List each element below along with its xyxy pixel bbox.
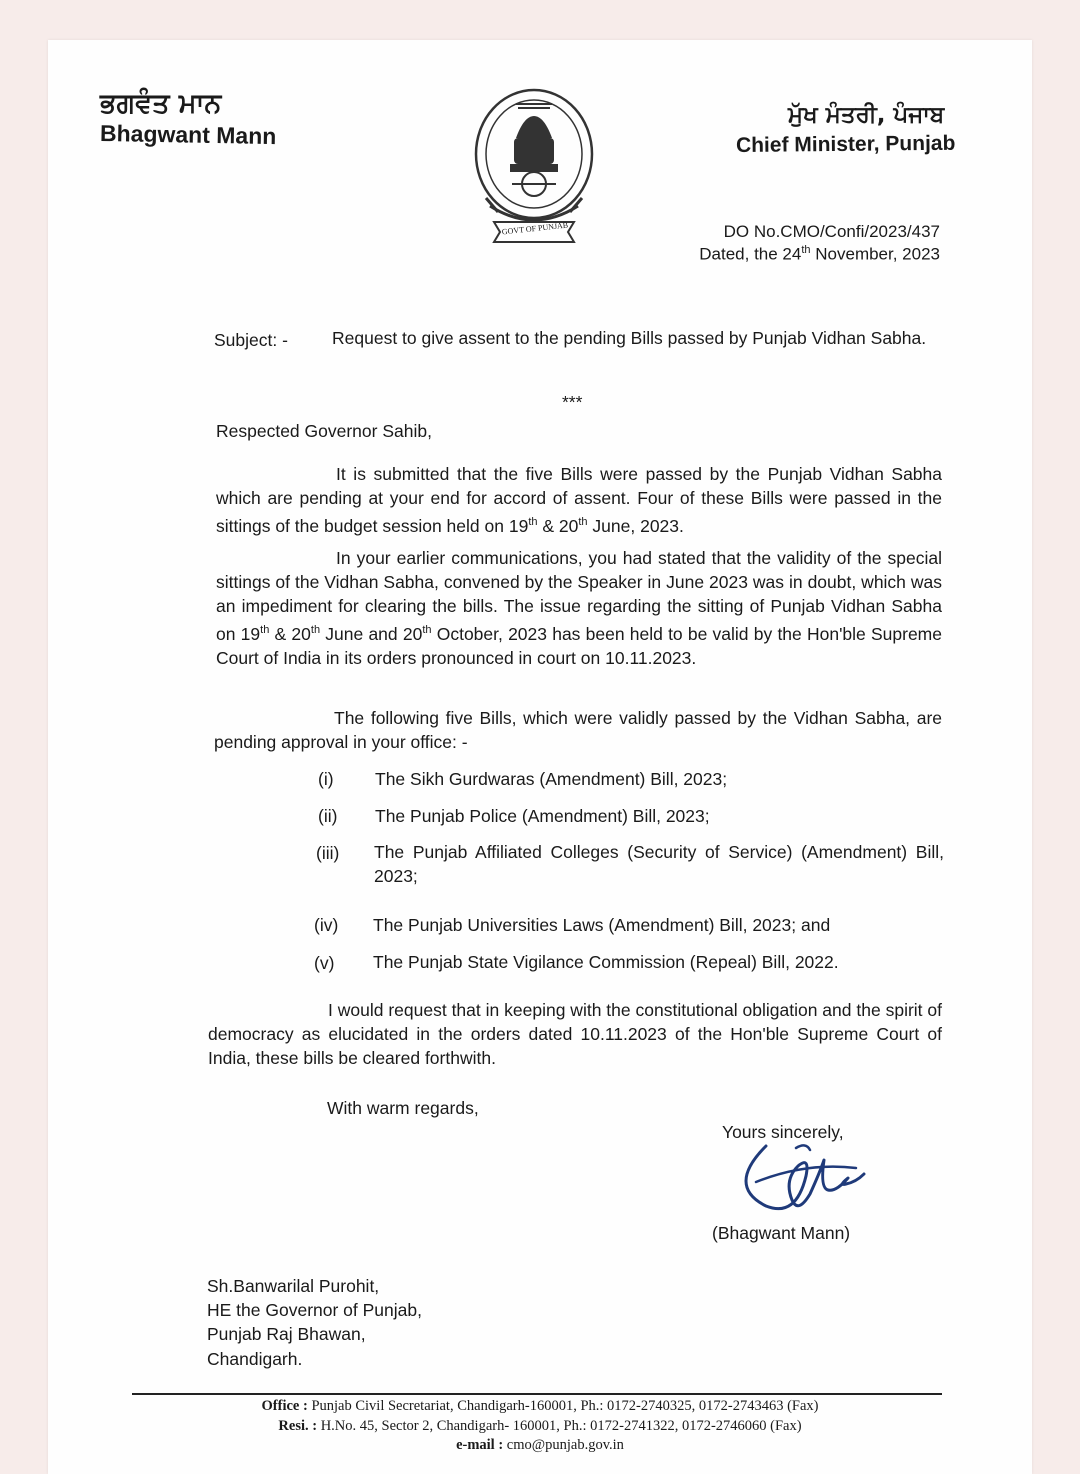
separator: *** [562, 392, 583, 412]
addressee-office: Punjab Raj Bhawan, [207, 1324, 366, 1344]
bill-number: (iv) [314, 915, 339, 935]
footer-divider [132, 1393, 942, 1395]
bill-text: The Punjab State Vigilance Commission (Repeal) Bill, 2022. [373, 952, 839, 972]
paragraph-4: I would request that in keeping with the constitutional obligation and the spirit of democracy as elucidated in the orders dated 10.11.2023 of the Hon'ble Supreme Court of India, these bills be cleared forthwith. [208, 1000, 942, 1068]
paragraph-3: The following five Bills, which were validly passed by the Vidhan Sabha, are pending approval in your office: - [214, 708, 942, 752]
signatory-name: (Bhagwant Mann) [712, 1223, 851, 1243]
footer-email: e-mail : cmo@punjab.gov.in [456, 1437, 624, 1453]
bill-text: The Sikh Gurdwaras (Amendment) Bill, 2023; [375, 769, 728, 789]
signature [736, 1136, 866, 1222]
date-line: Dated, the 24th November, 2023 [699, 244, 940, 264]
addressee-designation: HE the Governor of Punjab, [207, 1300, 422, 1320]
footer-residence: Resi. : H.No. 45, Sector 2, Chandigarh- 160001, Ph.: 0172-2741322, 0172-2746060 (Fax) [278, 1418, 802, 1434]
footer-office: Office : Punjab Civil Secretariat, Chandigarh-160001, Ph.: 0172-2740325, 0172-2743463 (Fax) [261, 1398, 819, 1414]
bill-number: (iii) [316, 843, 340, 863]
paragraph-2: In your earlier communications, you had stated that the validity of the special sittings of the Vidhan Sabha, convened by the Speaker in June 2023 was in doubt, which was an impediment for clearing the bills. The issue regarding the sitting of Punjab Vidhan Sabha on 19th & 20th June and 20th October, 2023 has been held to be valid by the Hon'ble Supreme Court of India in its orders pronounced in court on 10.11.2023. [216, 548, 942, 668]
bill-number: (v) [314, 953, 335, 973]
bill-text: The Punjab Police (Amendment) Bill, 2023; [375, 806, 710, 826]
bill-text: The Punjab Universities Laws (Amendment) Bill, 2023; and [373, 915, 831, 935]
paragraph-1: It is submitted that the five Bills were passed by the Punjab Vidhan Sabha which are pending at your end for accord of assent. Four of these Bills were passed in the sittings of the budget session held on 19th & 20th June, 2023. [216, 464, 942, 536]
name-punjabi: ਭਗਵੰਤ ਮਾਨ [100, 88, 222, 119]
bill-number: (ii) [318, 806, 338, 826]
title-english: Chief Minister, Punjab [735, 131, 956, 157]
yours-sincerely: Yours sincerely, [722, 1122, 844, 1142]
bill-text: The Punjab Affiliated Colleges (Security of Service) (Amendment) Bill, 2023; [374, 842, 944, 886]
addressee-city: Chandigarh. [207, 1349, 303, 1369]
addressee-name: Sh.Banwarilal Purohit, [207, 1276, 380, 1296]
do-number: DO No.CMO/Confi/2023/437 [723, 222, 940, 241]
salutation: Respected Governor Sahib, [216, 421, 432, 441]
title-punjabi: ਮੁੱਖ ਮੰਤਰੀ, ਪੰਜਾਬ [788, 102, 945, 128]
subject-label: Subject: - [214, 330, 288, 350]
emblem-scroll-text: GOVT OF PUNJAB [501, 220, 569, 237]
subject-text: Request to give assent to the pending Bills passed by Punjab Vidhan Sabha. [332, 328, 927, 348]
bill-number: (i) [318, 769, 334, 789]
government-emblem [472, 86, 596, 246]
name-english: Bhagwant Mann [99, 120, 277, 150]
warm-regards: With warm regards, [327, 1098, 479, 1118]
